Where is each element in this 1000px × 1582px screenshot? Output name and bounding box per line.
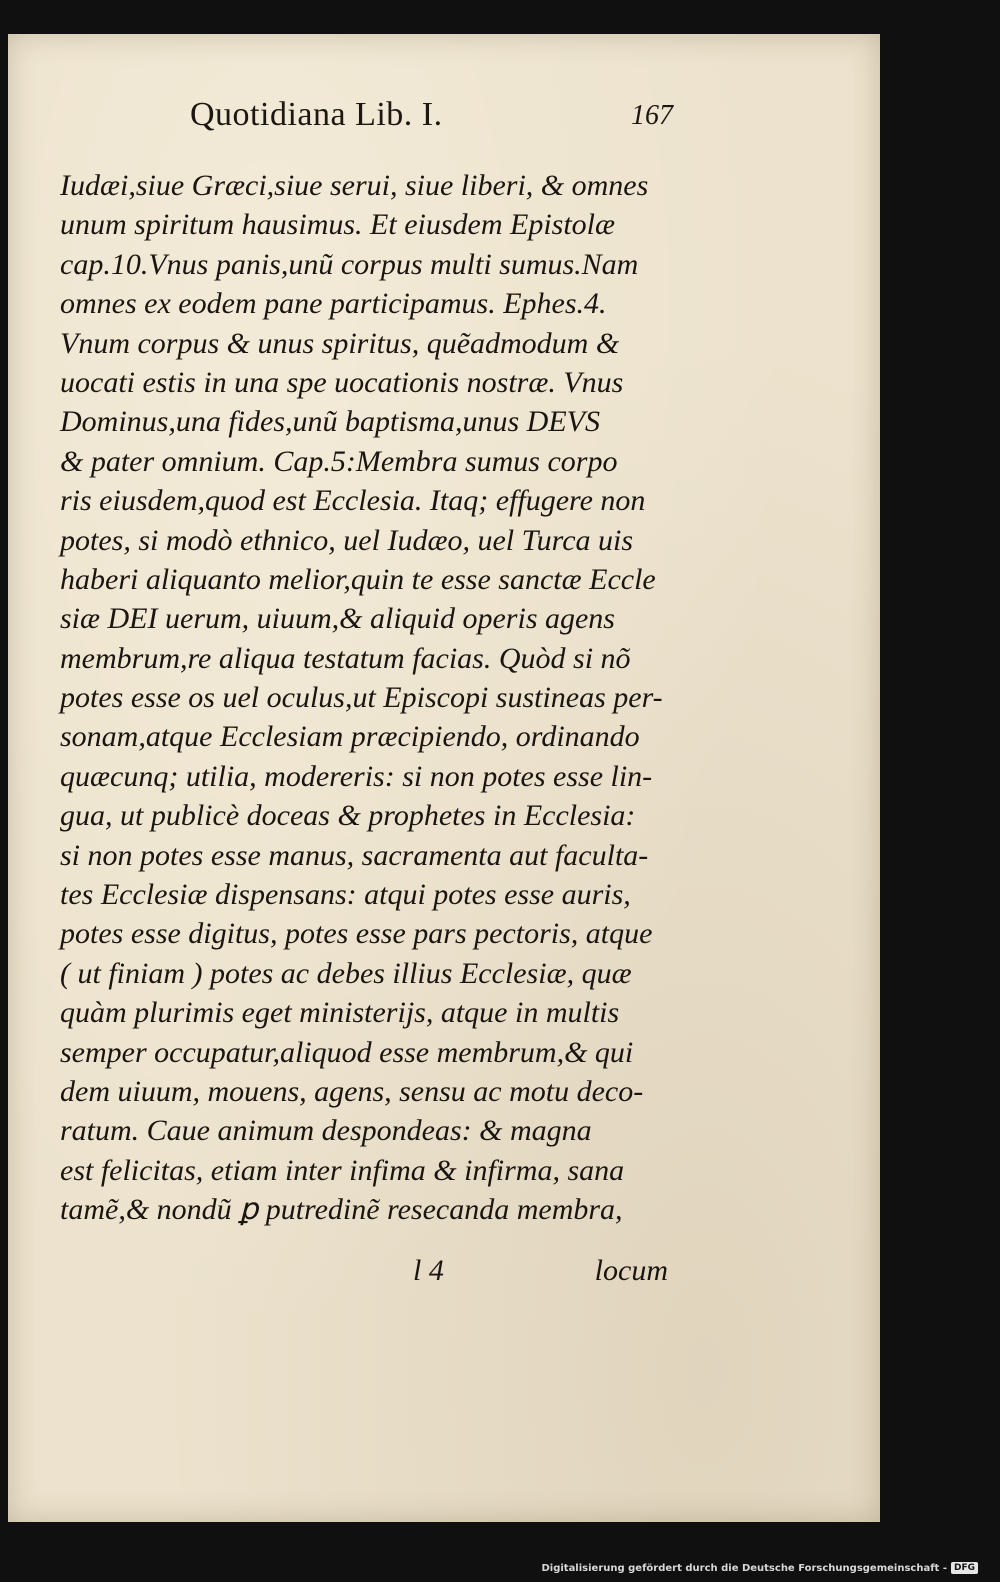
text-line: omnes ex eodem pane participamus. Ephes.4.: [60, 287, 607, 321]
text-line: gua, ut publicè doceas & prophetes in Ecclesia:: [60, 799, 636, 833]
page-number: 167: [631, 100, 673, 131]
text-line: membrum,re aliqua testatum facias. Quòd si nõ: [60, 641, 631, 675]
text-line: unum spiritum hausimus. Et eiusdem Epistolæ: [60, 208, 616, 242]
text-line: potes, si modò ethnico, uel Iudæo, uel Turca uis: [60, 523, 634, 557]
text-line: Dominus,una fides,unũ baptisma,unus DEVS: [60, 405, 600, 439]
dfg-logo: DFG: [951, 1562, 978, 1574]
body-text: [60, 166, 670, 1230]
text-line: Vnum corpus & unus spiritus, quẽadmodum &: [60, 326, 620, 360]
page-header: [153, 96, 673, 146]
text-line: dem uiuum, mouens, agens, sensu ac motu deco-: [60, 1074, 644, 1108]
text-line: tes Ecclesiæ dispensans: atqui potes esse auris,: [60, 878, 631, 912]
credit-text: Digitalisierung gefördert durch die Deutsche Forschungsgemeinschaft -: [541, 1562, 947, 1574]
text-line: potes esse os uel oculus,ut Episcopi sustineas per-: [60, 681, 663, 715]
running-title: Quotidiana Lib. I.: [190, 96, 443, 133]
text-line: & pater omnium. Cap.5:Membra sumus corpo: [60, 444, 618, 478]
page-footer: [413, 1254, 668, 1290]
text-line: quæcunq; utilia, modereris: si non potes esse lin-: [60, 759, 653, 793]
text-line: ratum. Caue animum despondeas: & magna: [60, 1114, 592, 1148]
digitization-credit: [541, 1560, 978, 1576]
text-line: ris eiusdem,quod est Ecclesia. Itaq; effugere non: [60, 484, 646, 518]
catchword: locum: [594, 1254, 668, 1287]
text-line: est felicitas, etiam inter infima & infirma, sana: [60, 1153, 625, 1187]
book-page: [8, 34, 880, 1522]
text-line: quàm plurimis eget ministerijs, atque in multis: [60, 996, 620, 1030]
text-line: sonam,atque Ecclesiam præcipiendo, ordinando: [60, 720, 640, 754]
text-line: siæ DEI uerum, uiuum,& aliquid operis agens: [60, 602, 615, 636]
text-line: cap.10.Vnus panis,unũ corpus multi sumus.Nam: [60, 247, 639, 281]
text-line: semper occupatur,aliquod esse membrum,& qui: [60, 1035, 634, 1069]
text-line: ( ut finiam ) potes ac debes illius Ecclesiæ, quæ: [60, 956, 632, 990]
text-line: uocati estis in una spe uocationis nostræ. Vnus: [60, 365, 624, 399]
text-line: si non potes esse manus, sacramenta aut faculta-: [60, 838, 649, 872]
text-line: Iudæi,siue Græci,siue serui, siue liberi, & omnes: [60, 169, 649, 202]
signature-mark: l 4: [413, 1254, 444, 1287]
text-line: potes esse digitus, potes esse pars pectoris, atque: [60, 917, 653, 951]
text-line: tamẽ,& nondũ ꝑ putredinẽ resecanda membra,: [60, 1193, 623, 1227]
text-line: haberi aliquanto melior,quin te esse sanctæ Eccle: [60, 562, 656, 596]
